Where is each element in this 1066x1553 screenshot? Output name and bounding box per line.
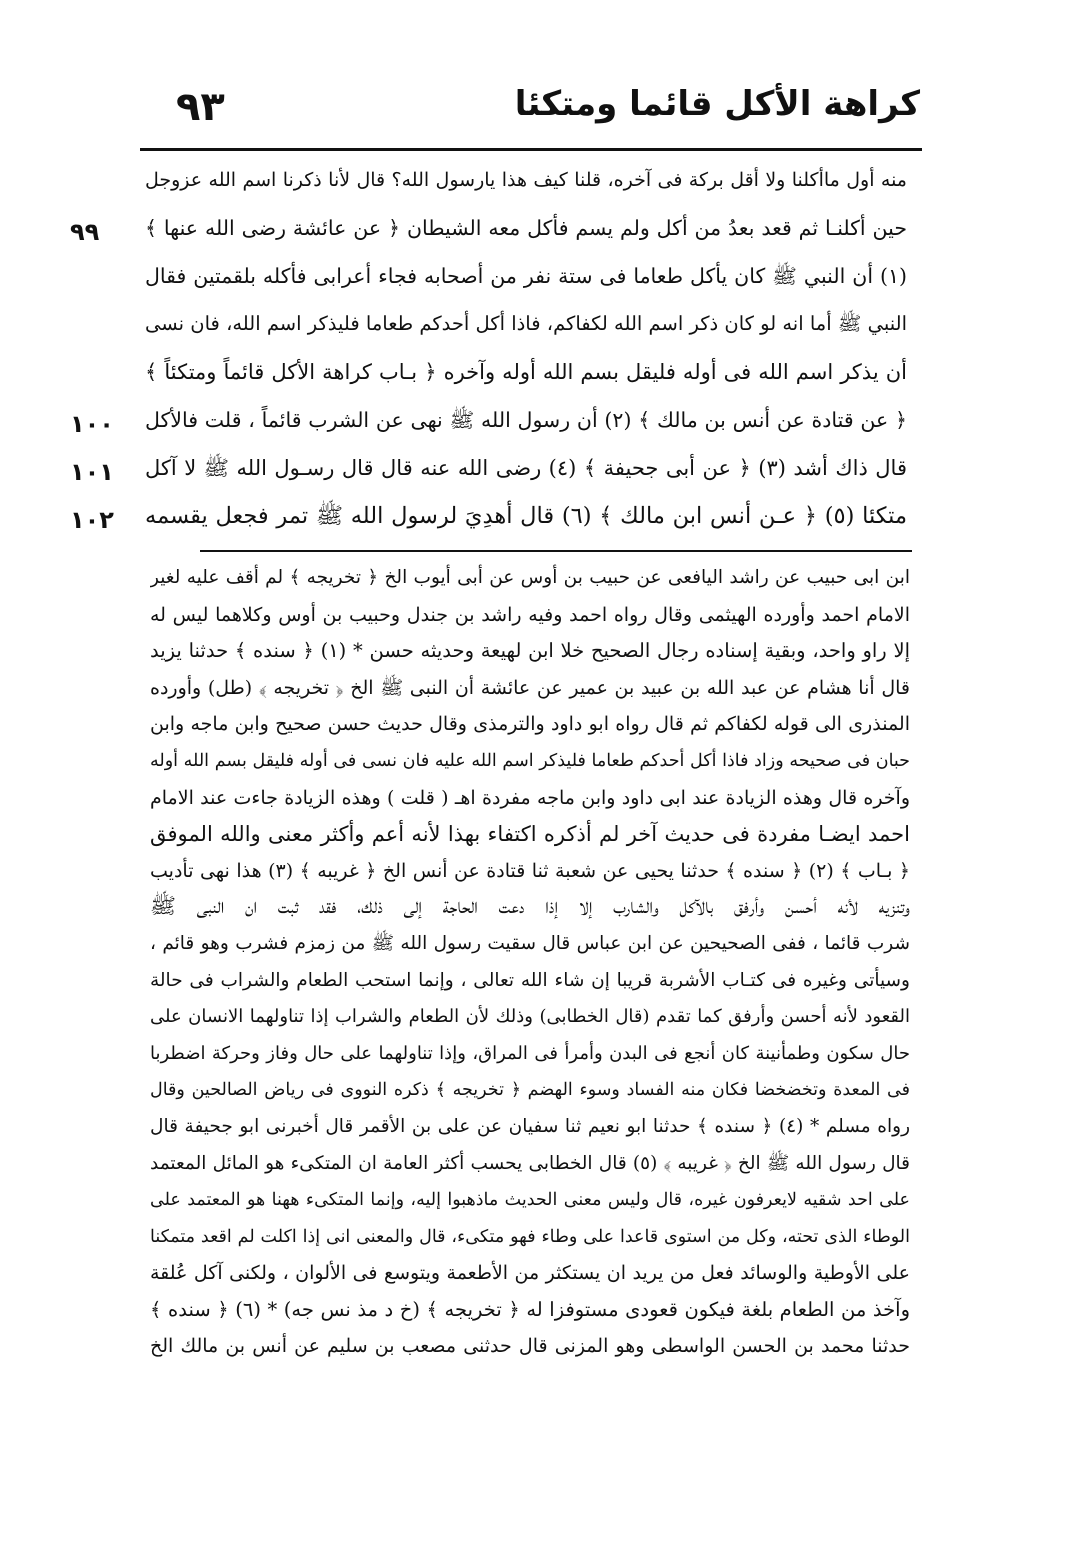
- footnote-separator: [200, 550, 912, 552]
- main-line: (١) أن النبي ﷺ كان يأكل طعاما فى ستة نفر من أصحابه فجاء أعرابى فأكله بلقمتين فقال: [145, 264, 907, 288]
- footnote-line: رواه مسلم * (٤) ﴿ سنده ﴾ حدثنا ابو نعيم ثنا سفيان عن على بن الأقمر قال أخبرنى ابو جحيفة قال: [150, 1115, 910, 1137]
- footnote-line: على الأوطية والوسائد فعل من يريد ان يستكثر من الأطعمة ويتوسع فى الألوان ، ولكنى آكل عُلقة: [150, 1262, 910, 1285]
- footnote-line: القعود لأنه أحسن وأرفق كما تقدم (قال الخطابى) وذلك لأن الطعام والشراب إذا تناولهما الانسان على: [150, 1006, 910, 1028]
- footnote-line: ابن ابى حبيب عن راشد اليافعى عن حبيب بن أوس عن أبى أيوب الخ ﴿ تخريجه ﴾ لم أقف عليه لغير: [150, 567, 910, 588]
- footnote-line: قال رسول الله ﷺ الخ ﴿ غريبه ﴾ (٥) قال الخطابى يحسب أكثر العامة ان المتكىء هو المائل المعتمد: [150, 1152, 910, 1174]
- hadith-number: ١٠١: [70, 458, 114, 486]
- footnote-line: قال أنا هشام عن عبد الله بن عبيد بن عمير عن عائشة أن النبى ﷺ الخ ﴿ تخريجه ﴾ (طل) وأورده: [150, 676, 910, 699]
- footnote-line: المنذرى الى قوله لكفاكم ثم قال رواه ابو داود والترمذى وقال حديث حسن صحيح وابن ماجه وابن: [150, 713, 910, 736]
- running-title: كراهة الأكل قائما ومتكئا: [514, 84, 920, 124]
- footnote-line: حال سكون وطمأنينة كان أنجع فى البدن وأمرأ فى المراق، وإذا تناولهما على حال وفاز وحركة اضطربا: [150, 1042, 910, 1064]
- footnote-line: فى المعدة وتخضخضا فكان منه الفساد وسوء الهضم ﴿ تخريجه ﴾ ذكره النووى فى رياض الصالحين وقال: [150, 1080, 910, 1101]
- footnote-line: الامام احمد وأورده الهيثمى وقال رواه احمد وفيه راشد بن جندل وحبيب بن أوس وكلاهما ليس له: [150, 603, 910, 626]
- footnote-line: ﴿ بـاب ﴾ (٢) ﴿ سنده ﴾ حدثنا يحيى عن شعبة ثنا قتادة عن أنس الخ ﴿ غريبه ﴾ (٣) هذا نهى تأديب: [150, 859, 910, 882]
- main-text: [145, 160, 907, 544]
- page-number: ٩٣: [176, 84, 225, 130]
- main-line: ﴿ عن قتادة عن أنس بن مالك ﴾ (٢) أن رسول الله ﷺ نهى عن الشرب قائماً ، قلت فالأكل: [145, 408, 907, 432]
- page-header: [140, 78, 920, 138]
- footnote-line: وآخذ من الطعام بلغة فيكون قعودى مستوفزا له ﴿ تخريجه ﴾ (خ د مذ نس جه) * (٦) ﴿ سنده ﴾: [150, 1297, 910, 1321]
- main-line: حين أكلنـا ثم قعد بعدُ من أكل ولم يسم فأكل معه الشيطان ﴿ عن عائشة رضى الله عنها ﴾: [145, 216, 907, 240]
- header-rule: [140, 148, 922, 151]
- main-line: متكئا (٥) ﴿ عـن أنس ابن مالك ﴾ (٦) قال أهدِيَ لرسول الله ﷺ تمر فجعل يقسمه: [145, 503, 907, 529]
- footnote-line: شرب قائما ، ففى الصحيحين عن ابن عباس قال سقيت رسول الله ﷺ من زمزم فشرب وهو قائم ،: [150, 932, 910, 954]
- main-line: منه أول ماأكلنا ولا أقل بركة فى آخره، قلنا كيف هذا يارسول الله؟ قال لأنا ذكرنا اسم الله عزوجل: [145, 169, 907, 191]
- footnote-line: إلا راو واحد، وبقية إسناده رجال الصحيح خلا ابن لهيعة وحديثه حسن * (١) ﴿ سنده ﴾ حدثنا يزيد: [150, 639, 910, 663]
- footnote-line: وسيأتى وغيره فى كتـاب الأشربة قريبا إن شاء الله تعالى ، وإنما استحب الطعام والشراب فى حالة: [150, 969, 910, 991]
- main-line: قال ذاك أشد (٣) ﴿ عن أبى جحيفة ﴾ (٤) رضى الله عنه قال قال رسـول الله ﷺ لا آكل: [145, 456, 907, 480]
- footnote-line: الوطاء الذى تحته، وكل من استوى قاعدا على وطاء فهو متكىء، قال والمعنى انى إذا اكلت لم اقعد متمكنا: [150, 1226, 910, 1247]
- hadith-number: ١٠٢: [70, 506, 114, 534]
- footnote-line: احمد ايضـا مفردة فى حديث آخر لم أذكره اكتفاء بهذا لأنه أعم وأكثر معنى والله الموفق: [150, 822, 910, 847]
- footnote-line: حدثنا محمد بن الحسن الواسطى وهو المزنى قال حدثنى مصعب بن سليم عن أنس بن مالك الخ: [150, 1335, 910, 1358]
- hadith-number: ٩٩: [70, 218, 100, 246]
- main-line: أن يذكر اسم الله فى أوله فليقل بسم الله أوله وآخره ﴿ بـاب كراهة الأكل قائماً ومتكئاً ﴾: [145, 360, 907, 384]
- footnotes: [150, 560, 910, 1365]
- footnote-line: وآخره قال وهذه الزيادة عند ابى داود وابن ماجه مفردة اهـ ( قلت ) وهذه الزيادة جاءت عند الامام: [150, 786, 910, 809]
- footnote-line: حبان فى صحيحه وزاد فاذا أكل أحدكم طعاما فليذكر اسم الله عليه فان نسى فى أوله فليقل بسم الله أوله: [150, 750, 910, 771]
- main-line: النبي ﷺ أما انه لو كان ذكر اسم الله لكفاكم، فاذا أكل أحدكم طعاما فليذكر اسم الله، فان نسى: [145, 312, 907, 335]
- hadith-number: ١٠٠: [70, 410, 114, 438]
- footnote-line: وتنزيه لأنه أحسن وأرفق بالآكل والشارب إلا إذا دعت الحاجة إلى ذلك، فقد ثبت ان النبى ﷺ: [150, 894, 910, 920]
- footnote-line: على احد شقيه لايعرفون غيره، قال وليس معنى الحديث ماذهبوا إليه، وإنما المتكىء ههنا هو المعتمد على: [150, 1190, 910, 1211]
